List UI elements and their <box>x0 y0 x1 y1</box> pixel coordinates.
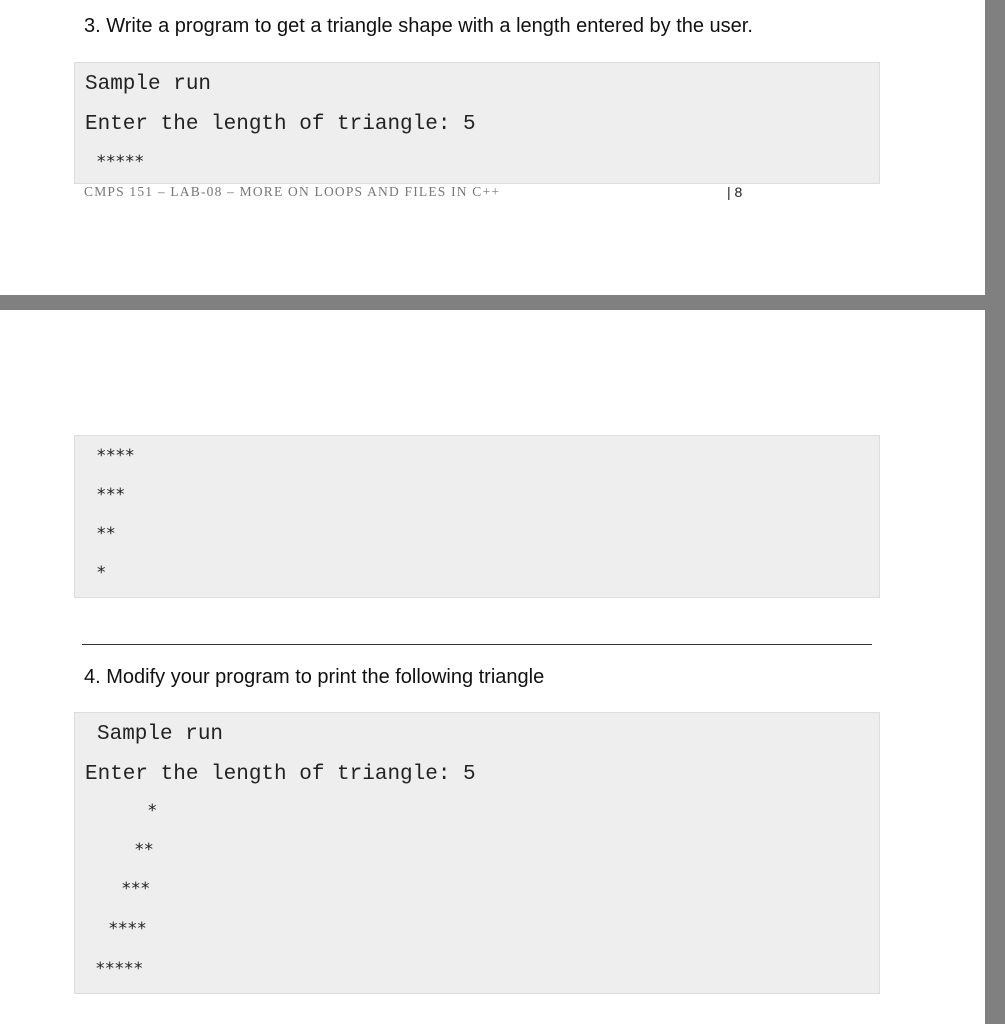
sample-run-box-q3 <box>74 62 880 184</box>
length-prompt: Enter the length of triangle: 5 <box>85 763 476 786</box>
footer-page-number: | 8 <box>727 184 743 200</box>
question-4-title: 4. Modify your program to print the following triangle <box>84 666 545 688</box>
star-row-5: ***** <box>97 152 145 172</box>
star-row-2: ** <box>135 840 154 860</box>
star-row-3: *** <box>122 879 151 899</box>
star-row-1: * <box>97 563 107 583</box>
sample-run-label: Sample run <box>85 73 212 96</box>
document-page-lower <box>0 310 985 1024</box>
document-page-upper <box>0 0 985 295</box>
star-row-5: ***** <box>96 959 144 979</box>
footer-course-title: CMPS 151 – LAB-08 – MORE ON LOOPS AND FILES IN C++ <box>84 184 501 199</box>
sample-run-label: Sample run <box>97 723 224 746</box>
question-3-title: 3. Write a program to get a triangle shape with a length entered by the user. <box>84 15 753 37</box>
star-row-4: **** <box>97 446 135 466</box>
star-row-3: *** <box>97 485 126 505</box>
length-prompt: Enter the length of triangle: 5 <box>85 113 476 136</box>
sample-run-box-q4 <box>74 712 880 994</box>
star-row-2: ** <box>97 524 116 544</box>
star-row-4: **** <box>109 919 147 939</box>
sample-run-box-q3-continued <box>74 435 880 598</box>
star-row-1: * <box>148 801 158 821</box>
section-divider <box>82 644 872 645</box>
